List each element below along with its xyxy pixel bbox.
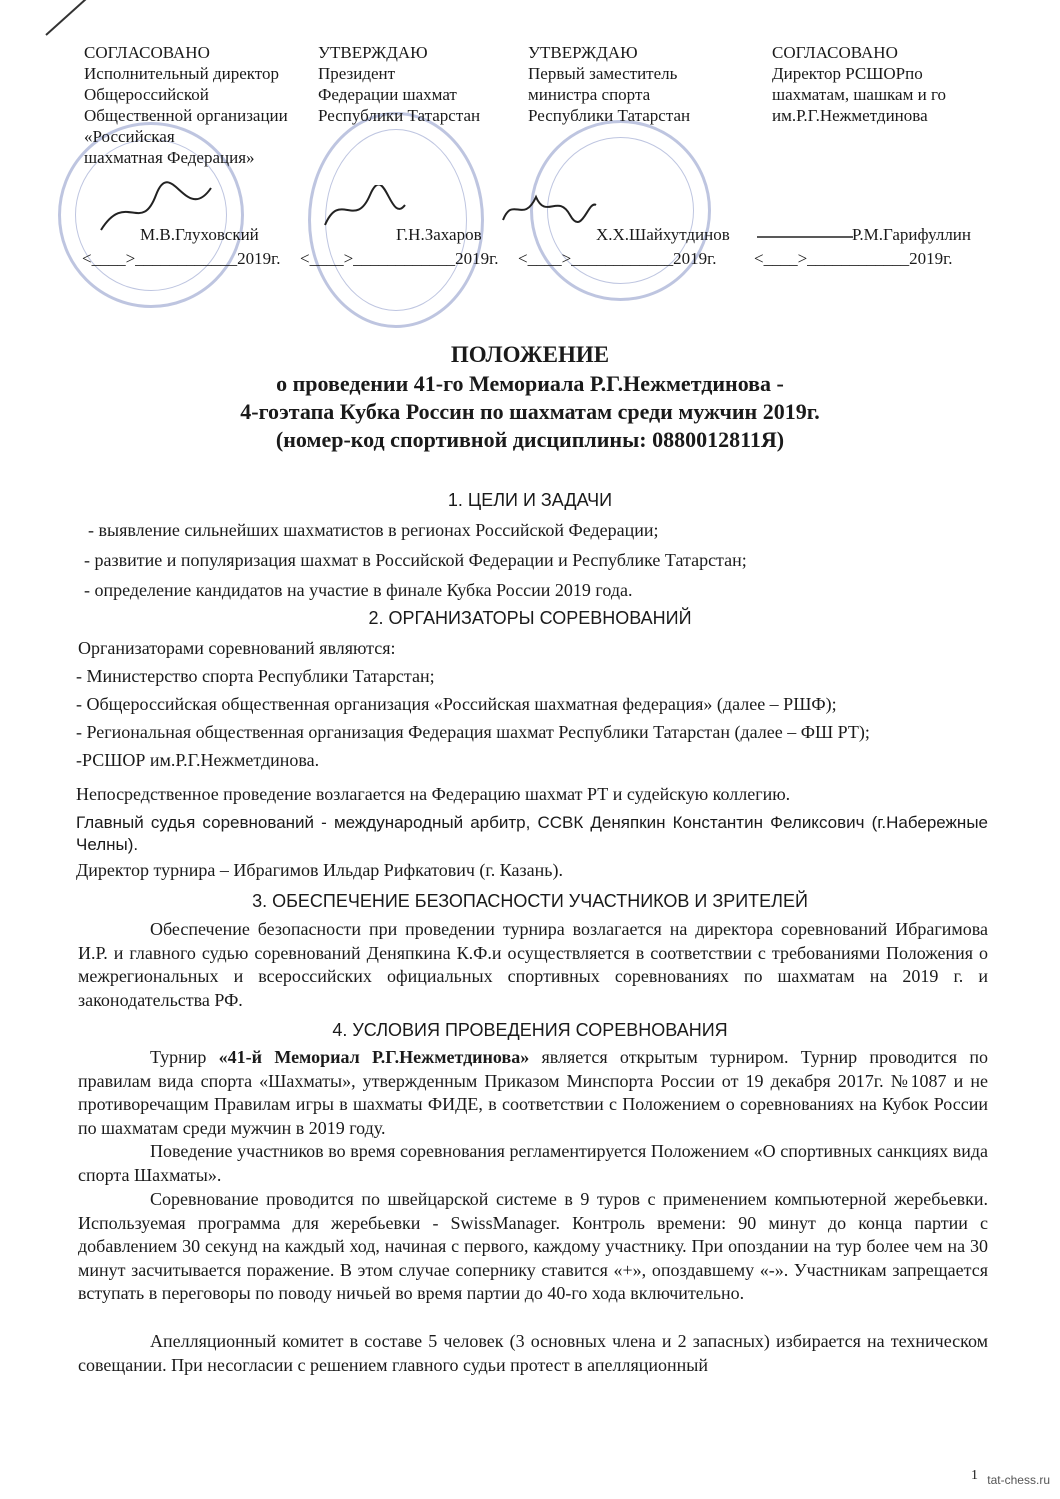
chief-judge-text: Главный судья соревнований - международный арбитр, ССВК Деняпкин Константин Феликсович (г.Набережные Челны). (76, 813, 988, 854)
section-heading: 4. УСЛОВИЯ ПРОВЕДЕНИЯ СОРЕВНОВАНИЯ (332, 1020, 728, 1040)
signature-name: М.В.Глуховский (140, 225, 259, 244)
approval-line: Первый заместитель (528, 64, 678, 83)
approval-block-ministry (528, 42, 690, 126)
approval-line: «Российская (84, 127, 175, 146)
approval-line: Республики Татарстан (318, 106, 481, 125)
organizer-line: - Министерство спорта Республики Татарстан; (76, 666, 435, 686)
section-heading: 3. ОБЕСПЕЧЕНИЕ БЕЗОПАСНОСТИ УЧАСТНИКОВ И ЗРИТЕЛЕЙ (252, 891, 808, 911)
organizer-line: Непосредственное проведение возлагается на Федерацию шахмат РТ и судейскую коллегию. (76, 784, 791, 804)
approval-heading: УТВЕРЖДАЮ (318, 43, 428, 62)
document-title (0, 340, 1060, 454)
signature-date: <____>____________2019г. (82, 249, 281, 268)
approval-block-federation (318, 42, 480, 126)
paragraph-text: Поведение участников во время соревнования регламентируется Положением «О спортивных санкциях вида спорта Шахматы». (78, 1141, 988, 1185)
approval-heading: СОГЛАСОВАНО (84, 43, 210, 62)
signature-name: Г.Н.Захаров (396, 225, 482, 244)
section-heading: 1. ЦЕЛИ И ЗАДАЧИ (447, 490, 613, 510)
conditions-paragraph-1 (78, 1046, 988, 1140)
section-heading: 2. ОРГАНИЗАТОРЫ СОРЕВНОВАНИЙ (368, 608, 692, 628)
handwritten-signature-icon (96, 180, 216, 240)
approval-line: им.Р.Г.Нежметдинова (772, 106, 928, 125)
approval-line: Исполнительный директор (84, 64, 279, 83)
signature-date: <____>____________2019г. (754, 249, 953, 268)
title-line: (номер-код спортивной дисциплины: 0880012811Я) (275, 427, 785, 452)
organizer-line: - Региональная общественная организация Федерация шахмат Республики Татарстан (далее – ФШ РТ); (76, 722, 870, 742)
paragraph-text: Турнир (150, 1047, 219, 1067)
paragraph-text: Соревнование проводится по швейцарской системе в 9 туров с применением компьютерной жеребьевки. Используемая программа для жеребьевки - SwissManager. Контроль времени: 90 минут до конца партии с добавлением 30 секунд на каждый ход, начиная с первого, каждому участнику. При опоздании на тур более чем на 30 минут засчитывается поражение. В этом случае сопернику ставится «+», опоздавшему «-». Участникам запрещается вступать в переговоры по поводу ничьей во время партии до 40-го хода включительно. (78, 1189, 988, 1304)
handwritten-signature-icon (320, 185, 410, 235)
list-item: - выявление сильнейших шахматистов в регионах Российской Федерации; (88, 520, 659, 540)
conditions-paragraph-2 (78, 1140, 988, 1187)
handwritten-signature-icon (755, 222, 855, 242)
organizer-line: -РСШОР им.Р.Г.Нежметдинова. (76, 750, 320, 770)
title-line: 4-гоэтапа Кубка Россин по шахматам среди мужчин 2019г. (240, 399, 820, 424)
security-paragraph (78, 918, 988, 1012)
title-line: ПОЛОЖЕНИЕ (450, 342, 610, 367)
page-number: 1 (971, 1468, 978, 1483)
signature-name: Х.Х.Шайхутдинов (596, 225, 730, 244)
paragraph-text: является открытым турниром. Турнир проводится по правилам вида спорта «Шахматы», утвержденным Приказом Минспорта России от 19 декабря 2017г. №1087 и не противоречащим Правилам игры в шахматы ФИДЕ, в соответствии с Положением о соревнованиях на Кубок России по шахматам среди мужчин в 2019 году. (78, 1047, 988, 1138)
conditions-paragraph-4 (78, 1330, 988, 1377)
approval-line: шахматная Федерация» (84, 148, 255, 167)
approvals-header (0, 42, 1060, 282)
organizer-line: - Общероссийская общественная организация «Российская шахматная федерация» (далее – РШФ); (76, 694, 837, 714)
signature-date: <____>____________2019г. (300, 249, 499, 268)
approval-line: министра спорта (528, 85, 651, 104)
handwritten-signature-icon (498, 185, 598, 235)
title-line: о проведении 41-го Мемориала Р.Г.Нежметдинова - (276, 371, 784, 396)
approval-heading: УТВЕРЖДАЮ (528, 43, 638, 62)
approval-line: Федерации шахмат (318, 85, 457, 104)
corner-mark (45, 0, 91, 36)
list-item: - развитие и популяризация шахмат в Российской Федерации и Республике Татарстан; (84, 550, 747, 570)
signature-name: Р.М.Гарифуллин (852, 225, 971, 244)
approval-block-school (772, 42, 946, 126)
approval-line: Директор РСШОРпо (772, 64, 923, 83)
tournament-director-text: Директор турнира – Ибрагимов Ильдар Рифкатович (г. Казань). (76, 860, 563, 880)
approval-line: шахматам, шашкам и го (772, 85, 947, 104)
approval-line: Республики Татарстан (528, 106, 691, 125)
approval-block-rshf (84, 42, 288, 168)
approval-heading: СОГЛАСОВАНО (772, 43, 898, 62)
paragraph-text: Обеспечение безопасности при проведении турнира возлагается на директора соревнований Ибрагимова И.Р. и главного судью соревнований Деняпкина К.Ф.и осуществляется в соответствии с требованиями Положения о межрегиональных и всероссийских официальных спортивных соревнованиях по шахматам на 2019 г. и законодательства РФ. (78, 919, 988, 1010)
conditions-paragraph-3 (78, 1188, 988, 1306)
approval-line: Президент (318, 64, 396, 83)
tournament-name: «41-й Мемориал Р.Г.Нежметдинова» (218, 1047, 530, 1067)
paragraph-text: Апелляционный комитет в составе 5 человек (3 основных члена и 2 запасных) избирается на техническом совещании. При несогласии с решением главного судьи протест в апелляционный (78, 1331, 988, 1375)
site-watermark: tat-chess.ru (987, 1473, 1050, 1487)
organizer-line: Организаторами соревнований являются: (78, 638, 396, 658)
approval-line: Общественной организации (84, 106, 288, 125)
list-item: - определение кандидатов на участие в финале Кубка России 2019 года. (84, 580, 633, 600)
approval-line: Общероссийской (84, 85, 209, 104)
signature-date: <____>____________2019г. (518, 249, 717, 268)
